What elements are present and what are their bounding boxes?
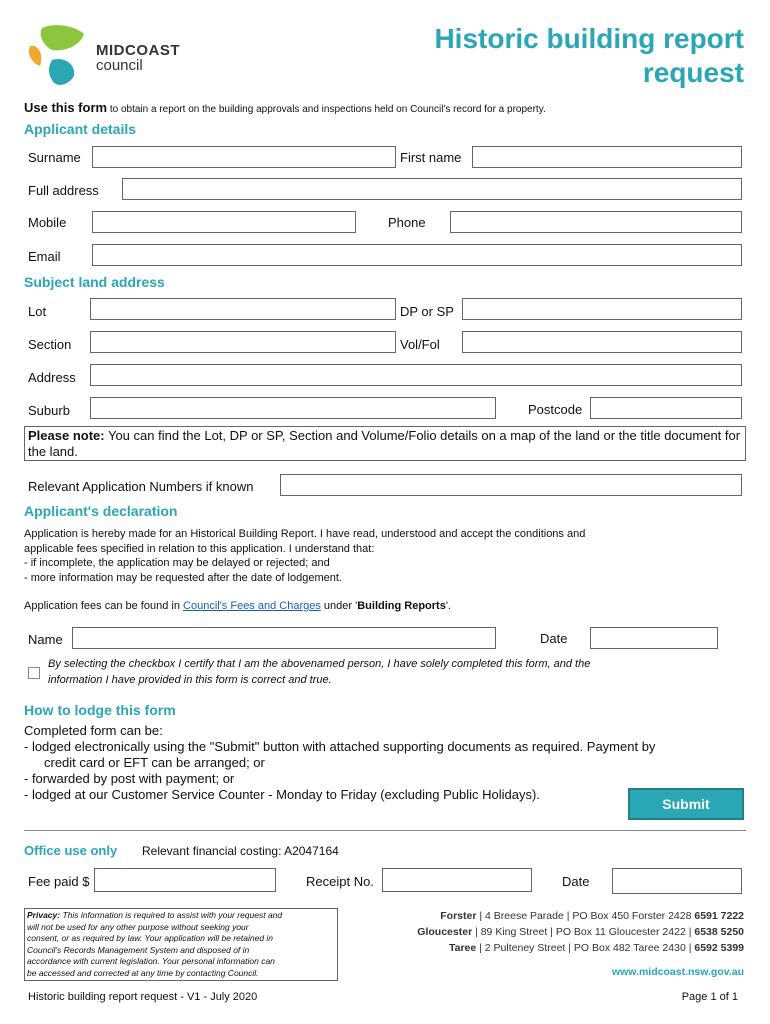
lot-input[interactable] [90,298,396,320]
lodge-heading: How to lodge this form [24,702,176,718]
relevant-apps-label: Relevant Application Numbers if known [28,479,254,494]
fees-link[interactable]: Council's Fees and Charges [183,600,321,612]
declaration-line-3: - if incomplete, the application may be delayed or rejected; and [24,557,330,569]
date-label: Date [540,631,568,646]
declaration-heading: Applicant's declaration [24,503,178,519]
forster-addr: | 4 Breese Parade | PO Box 450 Forster 2428 [476,910,695,922]
office-date-input[interactable] [612,868,742,894]
privacy-bold: Privacy: [27,910,61,920]
privacy-line-3: consent, or as required by law. Your application will be retained in [27,933,274,943]
address-label: Address [28,370,76,385]
certify-checkbox[interactable] [28,667,40,679]
section-input[interactable] [90,331,396,353]
privacy-line-2: will not be used for any other purpose without seeking your [27,921,249,932]
forster-line [417,908,744,924]
lodge-line-3: - forwarded by post with payment; or [24,771,235,786]
name-input[interactable] [72,627,496,649]
dp-sp-label: DP or SP [400,304,454,319]
gloucester-line [417,924,744,940]
fee-paid-input[interactable] [94,868,276,892]
gloucester-addr: | 89 King Street | PO Box 11 Gloucester 2422 | [472,926,695,938]
gloucester-phone: 6538 5250 [694,926,744,938]
fees-pre: Application fees can be found in [24,600,184,612]
declaration-line-2: applicable fees specified in relation to this application. I understand that: [24,542,375,555]
taree-name: Taree [448,942,477,954]
costing-text: Relevant financial costing: A2047164 [142,844,339,858]
fee-paid-label: Fee paid $ [28,874,90,889]
fees-post: '. [445,600,451,612]
receipt-label: Receipt No. [306,874,374,889]
fees-mid: under ' [320,600,358,612]
logo-line-1: MIDCOAST [96,42,180,59]
footer-left: Historic building report request - V1 - July 2020 [28,991,258,1003]
privacy-line-1 [27,910,335,922]
declaration-line-4: - more information may be requested after the date of lodgement. [24,571,342,584]
mobile-label: Mobile [28,215,67,230]
surname-label: Surname [28,150,81,165]
lodge-line-2: credit card or EFT can be arranged; or [44,755,265,770]
gloucester-name: Gloucester [417,926,473,938]
page-title [434,22,744,90]
intro-bold: Use this form [24,100,108,115]
lodge-line-0: Completed form can be: [24,723,163,738]
submit-button[interactable]: Submit [628,788,744,820]
council-logo [24,24,94,90]
lodge-text [24,723,655,803]
forster-phone: 6591 7222 [694,910,744,922]
fees-bold: Building Reports [357,600,446,612]
note-box [24,426,746,461]
date-input[interactable] [590,627,718,649]
taree-phone: 6592 5399 [694,942,744,954]
declaration-line-1: Application is hereby made for an Historical Building Report. I have read, understood and accept the conditions and [24,528,586,540]
intro-rest: to obtain a report on the building approvals and inspections held on Council's record for a property. [107,104,546,115]
land-heading: Subject land address [24,274,165,290]
phone-label: Phone [388,215,426,230]
footer-right: Page 1 of 1 [681,991,738,1003]
lot-label: Lot [28,304,47,319]
first-name-label: First name [400,150,462,165]
suburb-input[interactable] [90,397,496,419]
forster-name: Forster [440,910,477,922]
email-label: Email [28,249,61,264]
taree-addr: | 2 Pulteney Street | PO Box 482 Taree 2430 | [476,942,695,954]
note-bold: Please note: [28,428,105,443]
postcode-label: Postcode [528,402,583,417]
privacy-line-4: Council's Records Management System and disposed of in [27,944,250,955]
certify-line-1: By selecting the checkbox I certify that I am the abovenamed person, I have solely completed this form, and the [48,658,591,670]
postcode-input[interactable] [590,397,742,419]
title-line-1: Historic building report [434,23,744,54]
applicant-heading: Applicant details [24,121,137,137]
office-addresses [417,908,744,956]
relevant-apps-input[interactable] [280,474,742,496]
note-text: You can find the Lot, DP or SP, Section and Volume/Folio details on a map of the land or the title document for the land. [28,428,741,459]
mobile-input[interactable] [92,211,356,233]
declaration-text [24,527,585,585]
certify-line-2: information I have provided in this form is correct and true. [48,674,332,686]
privacy-box [24,908,338,981]
logo-line-2: council [96,57,143,74]
privacy-text-1: This information is required to assist with your request and [60,910,283,920]
phone-input[interactable] [450,211,742,233]
website-link[interactable]: www.midcoast.nsw.gov.au [611,966,744,978]
lodge-line-1: - lodged electronically using the "Submit" button with attached supporting documents as required. Payment by [24,739,656,754]
first-name-input[interactable] [472,146,742,168]
intro-text [24,100,546,115]
title-line-2: request [642,57,744,88]
fees-text [24,600,451,612]
full-address-input[interactable] [122,178,742,200]
lodge-line-4: - lodged at our Customer Service Counter - Monday to Friday (excluding Public Holidays). [24,787,540,802]
office-date-label: Date [562,874,590,889]
dp-sp-input[interactable] [462,298,742,320]
vol-fol-label: Vol/Fol [400,337,440,352]
address-input[interactable] [90,364,742,386]
section-label: Section [28,337,72,352]
suburb-label: Suburb [28,403,70,418]
email-input[interactable] [92,244,742,266]
privacy-line-6: be accessed and corrected at any time by contacting Council. [27,967,259,978]
receipt-input[interactable] [382,868,532,892]
taree-line [417,940,744,956]
surname-input[interactable] [92,146,396,168]
logo-text [96,42,180,73]
certify-text [48,656,590,688]
office-heading: Office use only [24,843,118,858]
vol-fol-input[interactable] [462,331,742,353]
name-label: Name [28,632,63,647]
full-address-label: Full address [28,183,99,198]
privacy-line-5: accordance with current legislation. Your personal information can [27,956,275,966]
divider [24,830,746,831]
